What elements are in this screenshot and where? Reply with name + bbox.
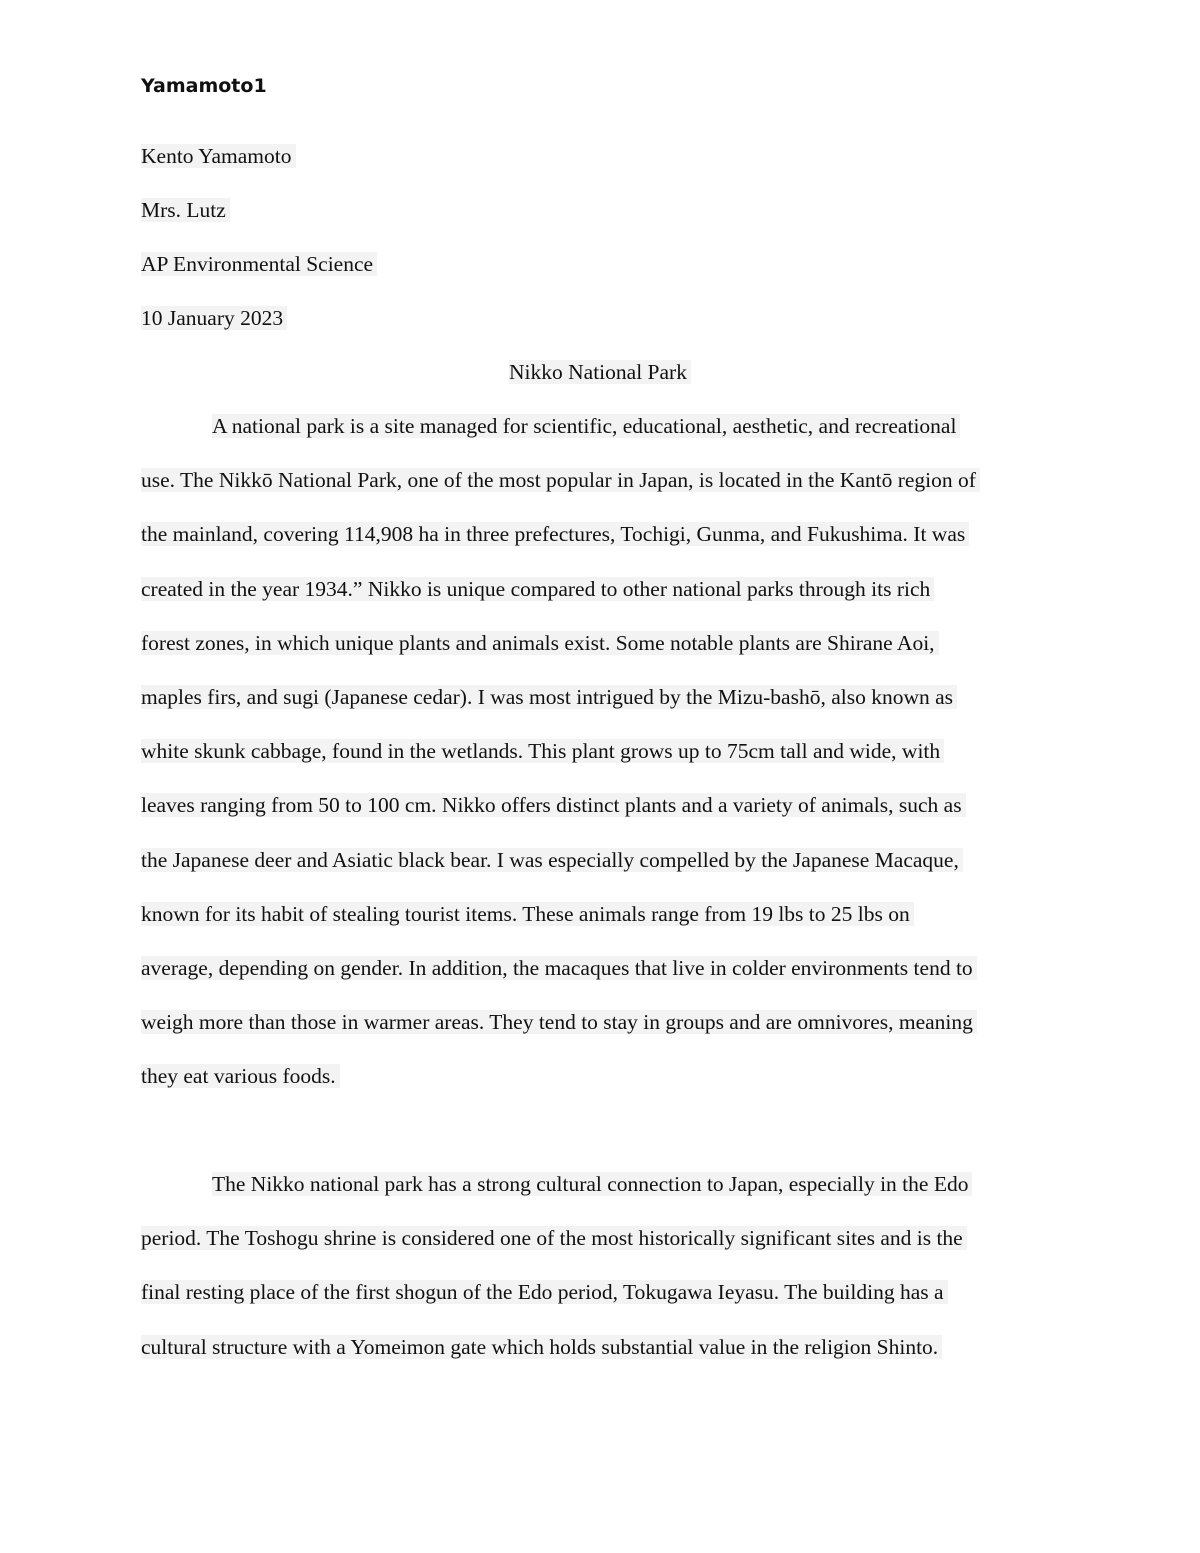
paragraph-line bbox=[141, 628, 1066, 682]
paragraph-line-text: use. The Nikkō National Park, one of the most popular in Japan, is located in the Kantō region of bbox=[141, 468, 980, 492]
paragraph-line bbox=[141, 1223, 1066, 1277]
paragraph-1 bbox=[141, 411, 1066, 1115]
paragraph-line bbox=[141, 736, 1066, 790]
page-header-label: Yamamoto1 bbox=[141, 75, 267, 97]
paragraph-line-text: maples firs, and sugi (Japanese cedar). I was most intrigued by the Mizu-bashō, also known as bbox=[141, 685, 957, 709]
paragraph-line bbox=[141, 411, 1066, 465]
paragraph-line-text: leaves ranging from 50 to 100 cm. Nikko offers distinct plants and a variety of animals, such as bbox=[141, 793, 966, 817]
paragraph-line bbox=[141, 899, 1066, 953]
heading-line bbox=[141, 141, 1061, 195]
paragraph-line bbox=[141, 682, 1066, 736]
paragraph-line-text: average, depending on gender. In addition, the macaques that live in colder environments tend to bbox=[141, 956, 977, 980]
paragraph-line-text: A national park is a site managed for scientific, educational, aesthetic, and recreational bbox=[212, 414, 960, 438]
paragraph-line-text: weigh more than those in warmer areas. They tend to stay in groups and are omnivores, meaning bbox=[141, 1010, 977, 1034]
paragraph-line bbox=[141, 519, 1066, 573]
paragraph-line bbox=[141, 574, 1066, 628]
paragraph-2 bbox=[141, 1169, 1066, 1386]
paragraph-line-text: the Japanese deer and Asiatic black bear. I was especially compelled by the Japanese Macaque, bbox=[141, 848, 963, 872]
paragraph-line-text: The Nikko national park has a strong cultural connection to Japan, especially in the Edo bbox=[212, 1172, 972, 1196]
heading-line bbox=[141, 249, 1061, 303]
course-name: AP Environmental Science bbox=[141, 252, 377, 276]
paragraph-line bbox=[141, 1061, 1066, 1115]
essay-title bbox=[141, 357, 1059, 387]
date: 10 January 2023 bbox=[141, 306, 287, 330]
mla-heading bbox=[141, 141, 1061, 357]
paragraph-line bbox=[141, 790, 1066, 844]
paragraph-line bbox=[141, 465, 1066, 519]
paragraph-line-text: known for its habit of stealing tourist items. These animals range from 19 lbs to 25 lbs on bbox=[141, 902, 914, 926]
paragraph-line-text: they eat various foods. bbox=[141, 1064, 340, 1088]
heading-line bbox=[141, 303, 1061, 357]
paragraph-line-text: period. The Toshogu shrine is considered one of the most historically significant sites and is the bbox=[141, 1226, 967, 1250]
paragraph-line bbox=[141, 845, 1066, 899]
heading-line bbox=[141, 195, 1061, 249]
essay-title-text: Nikko National Park bbox=[509, 360, 691, 384]
running-header bbox=[141, 72, 267, 100]
paragraph-line-text: cultural structure with a Yomeimon gate which holds substantial value in the religion Shinto. bbox=[141, 1335, 942, 1359]
paragraph-line-text: the mainland, covering 114,908 ha in three prefectures, Tochigi, Gunma, and Fukushima. It was bbox=[141, 522, 969, 546]
paragraph-line-text: white skunk cabbage, found in the wetlands. This plant grows up to 75cm tall and wide, with bbox=[141, 739, 944, 763]
paragraph-line bbox=[141, 953, 1066, 1007]
paragraph-line-text: final resting place of the first shogun of the Edo period, Tokugawa Ieyasu. The building has a bbox=[141, 1280, 948, 1304]
paragraph-line-text: created in the year 1934.” Nikko is unique compared to other national parks through its rich bbox=[141, 577, 934, 601]
paragraph-line bbox=[141, 1007, 1066, 1061]
paragraph-line bbox=[141, 1277, 1066, 1331]
paragraph-line-text: forest zones, in which unique plants and animals exist. Some notable plants are Shirane Aoi, bbox=[141, 631, 939, 655]
paragraph-line bbox=[141, 1169, 1066, 1223]
teacher-name: Mrs. Lutz bbox=[141, 198, 230, 222]
paragraph-line bbox=[141, 1332, 1066, 1386]
author-name: Kento Yamamoto bbox=[141, 144, 296, 168]
